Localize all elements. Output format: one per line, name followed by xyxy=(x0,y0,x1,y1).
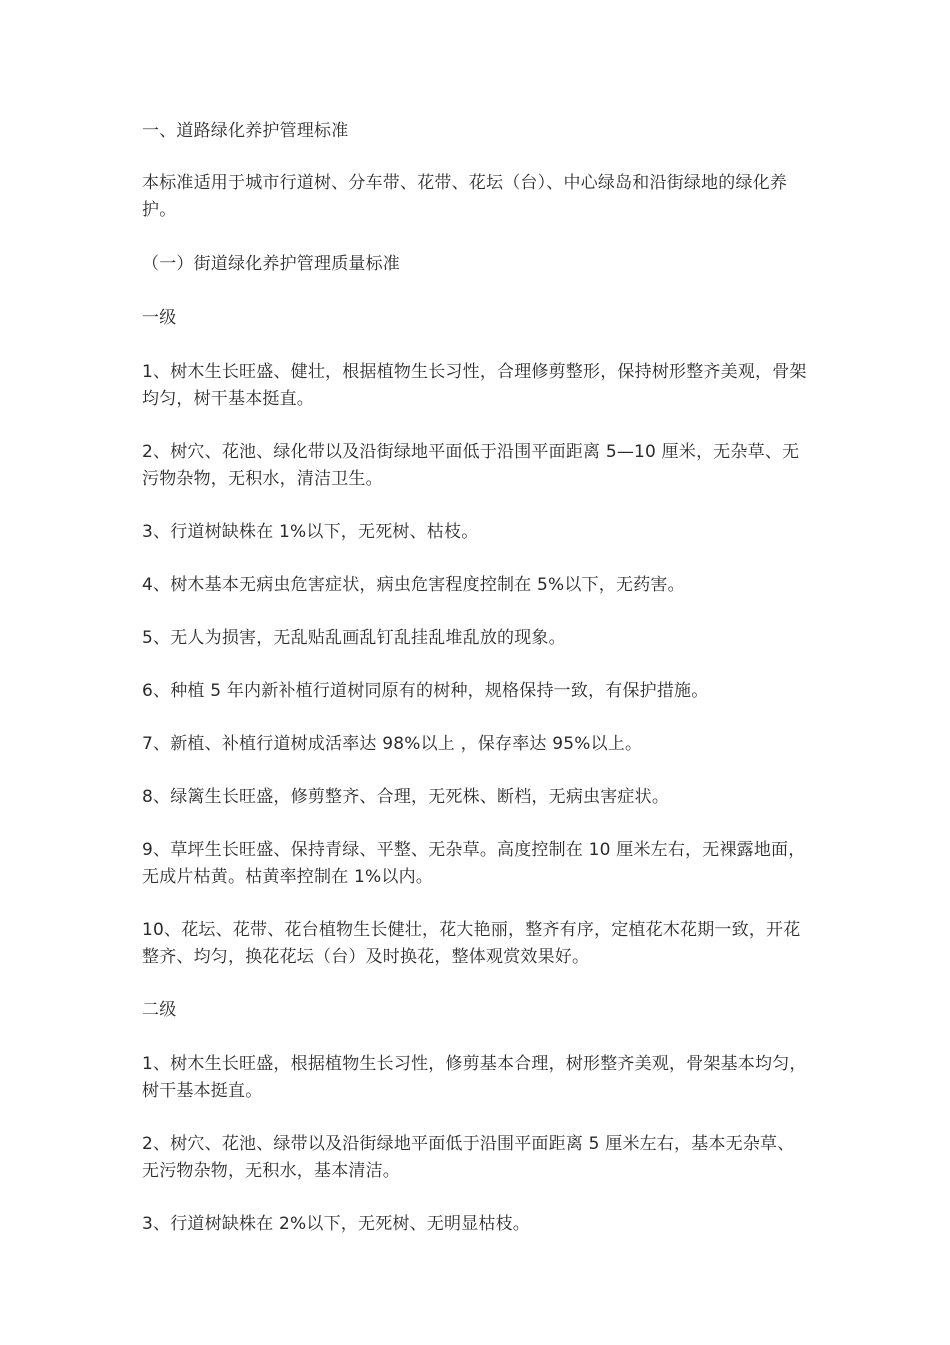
level-1-item: 1、树木生长旺盛、健壮，根据植物生长习性，合理修剪整形，保持树形整齐美观，骨架均匀，树干基本挺直。 xyxy=(142,362,807,409)
section-title: 一、道路绿化养护管理标准 xyxy=(142,121,349,141)
level-1-item: 4、树木基本无病虫危害症状，病虫危害程度控制在 5%以下，无药害。 xyxy=(142,575,685,595)
level-2-item: 3、行道树缺株在 2%以下，无死树、无明显枯枝。 xyxy=(142,1214,530,1234)
level-1-item: 7、新植、补植行道树成活率达 98%以上 ，保存率达 95%以上。 xyxy=(142,734,643,754)
level-1-title: 一级 xyxy=(142,308,177,328)
level-2-title: 二级 xyxy=(142,1000,177,1020)
level-1-item: 9、草坪生长旺盛、保持青绿、平整、无杂草。高度控制在 10 厘米左右，无裸露地面，无成片枯黄。枯黄率控制在 1%以内。 xyxy=(142,840,806,887)
level-1-item: 3、行道树缺株在 1%以下，无死树、枯枝。 xyxy=(142,522,479,542)
level-1-item: 6、种植 5 年内新补植行道树同原有的树种，规格保持一致，有保护措施。 xyxy=(142,681,709,701)
subsection-title: （一）街道绿化养护管理质量标准 xyxy=(142,254,400,274)
level-1-item: 10、花坛、花带、花台植物生长健壮，花大艳丽，整齐有序，定植花木花期一致，开花整齐、均匀，换花花坛（台）及时换花，整体观赏效果好。 xyxy=(142,920,801,967)
level-2-item: 2、树穴、花池、绿带以及沿街绿地平面低于沿围平面距离 5 厘米左右，基本无杂草、无污物杂物，无积水，基本清洁。 xyxy=(142,1134,795,1181)
level-1-item: 5、无人为损害，无乱贴乱画乱钉乱挂乱堆乱放的现象。 xyxy=(142,628,566,648)
intro-paragraph: 本标准适用于城市行道树、分车带、花带、花坛（台）、中心绿岛和沿街绿地的绿化养护。 xyxy=(142,173,788,220)
level-2-item: 1、树木生长旺盛，根据植物生长习性，修剪基本合理，树形整齐美观，骨架基本均匀，树干基本挺直。 xyxy=(142,1054,807,1101)
document-page xyxy=(142,118,810,1264)
level-1-item: 8、绿篱生长旺盛，修剪整齐、合理，无死株、断档，无病虫害症状。 xyxy=(142,787,670,807)
level-1-item: 2、树穴、花池、绿化带以及沿街绿地平面低于沿围平面距离 5—10 厘米，无杂草、无污物杂物，无积水，清洁卫生。 xyxy=(142,442,800,489)
